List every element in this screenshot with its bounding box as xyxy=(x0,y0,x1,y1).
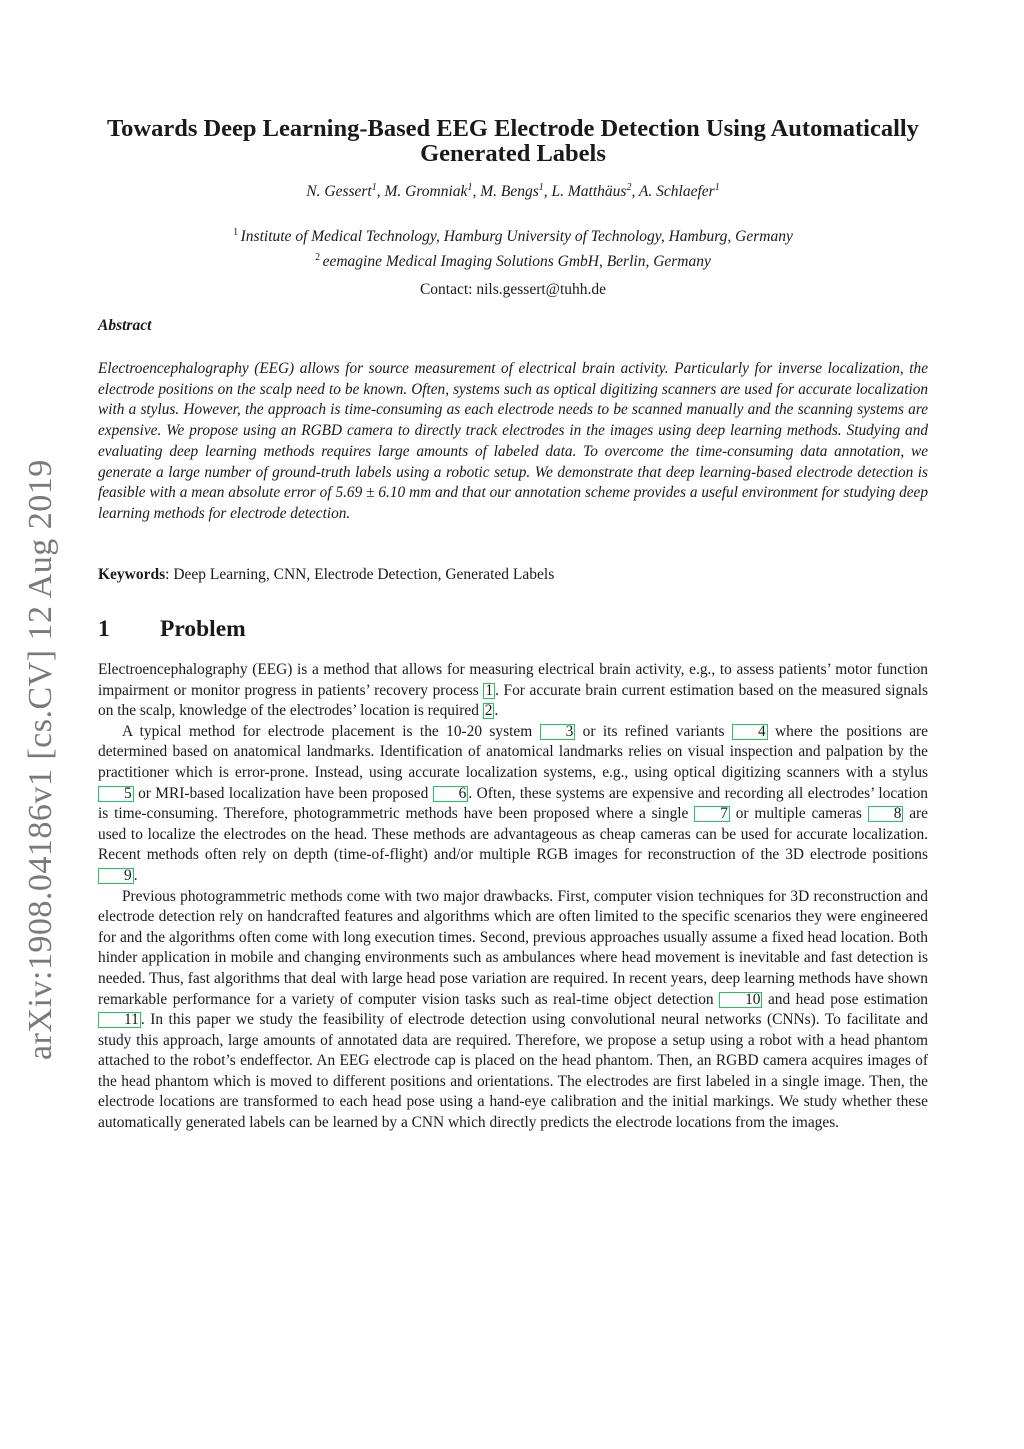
affiliation-text: eemagine Medical Imaging Solutions GmbH, Berlin, Germany xyxy=(322,253,711,271)
citation-link[interactable]: 11 xyxy=(98,1012,141,1028)
keywords-label: Keywords xyxy=(98,566,166,583)
arxiv-identifier-stamp[interactable]: arXiv:1908.04186v1 [cs.CV] 12 Aug 2019 xyxy=(22,459,59,1060)
citation-link[interactable]: 8 xyxy=(868,806,904,822)
affiliation-text: Institute of Medical Technology, Hamburg University of Technology, Hamburg, Germany xyxy=(240,228,793,246)
keywords-line xyxy=(98,566,928,584)
citation-link[interactable]: 7 xyxy=(694,806,730,822)
contact-email[interactable]: Contact: nils.gessert@tuhh.de xyxy=(419,281,607,298)
keywords-text: : Deep Learning, CNN, Electrode Detection, Generated Labels xyxy=(165,566,555,583)
citation-link[interactable]: 10 xyxy=(719,992,762,1008)
affiliation-line xyxy=(98,222,928,247)
affiliation-line xyxy=(98,247,928,272)
citation-link[interactable]: 2 xyxy=(484,702,493,720)
author-name: M. Bengs xyxy=(480,183,539,201)
body-paragraph: A typical method for electrode placement is the 10-20 system 3 or its refined variants 4 where the positions are determined based on anatomical landmarks. Identification of anatomical landmarks relies on visual inspection and palpation by the practitioner which is error-prone. Instead, using accurate localization systems, e.g., using optical digitizing scanners with a stylus 5 or MRI-based localization have been proposed 6 . Often, these systems are expensive and recording all electrodes’ location is time-consuming. Therefore, photogrammetric methods have been proposed where a single 7 or multiple cameras 8 are used to localize the electrodes on the head. These methods are advantageous as cheap cameras can be used for accurate localization. Recent methods often rely on depth (time-of-flight) and/or multiple RGB images for reconstruction of the 3D electrode positions 9 . xyxy=(98,722,929,884)
citation-link[interactable]: 9 xyxy=(98,868,134,884)
author-affiliation-mark: 1 xyxy=(538,182,544,193)
citation-link[interactable]: 6 xyxy=(433,786,469,802)
abstract-heading: Abstract xyxy=(98,317,152,334)
author-name: M. Gromniak xyxy=(384,183,468,201)
author-name: N. Gessert xyxy=(306,183,372,201)
author-affiliation-mark: 1 xyxy=(714,182,720,193)
affiliation-number: 2 xyxy=(315,252,323,264)
author-affiliation-mark: 2 xyxy=(626,182,632,193)
citation-link[interactable]: 4 xyxy=(732,724,768,740)
section-title: Problem xyxy=(160,616,246,642)
author-name: L. Matthäus xyxy=(551,183,627,201)
abstract-body: Electroencephalography (EEG) allows for source measurement of electrical brain activity. Particularly for inverse localization, the electrode positions on the scalp need to be known. Often, systems such as optical digitizing scanners are used for accurate localization with a stylus. However, the approach is time-consuming as each electrode needs to be scanned manually and the scanning systems are expensive. We propose using an RGBD camera to directly track electrodes in the images using deep learning methods. Studying and evaluating deep learning methods requires large amounts of labeled data. To overcome the time-consuming data annotation, we generate a large number of ground-truth labels using a robotic setup. We demonstrate that deep learning-based electrode detection is feasible with a mean absolute error of 5.69 ± 6.10 mm and that our annotation scheme provides a useful environment for studying deep learning methods for electrode detection. xyxy=(98,360,928,522)
affiliation-number: 1 xyxy=(233,227,241,238)
author-list: N. Gessert$^1$, M. Gromniak$^1$, M. Bengs$^1$, L. Matthäus$^2$, A. Schlaefer$^1$ xyxy=(306,182,720,201)
citation-link[interactable]: 1 xyxy=(485,681,494,699)
section-heading xyxy=(98,616,246,643)
paper-title: Towards Deep Learning-Based EEG Electrode Detection Using Automatically Generated Labels xyxy=(107,115,919,167)
section-number: 1 xyxy=(98,616,110,642)
section-body xyxy=(98,660,928,1134)
body-paragraph: Previous photogrammetric methods come with two major drawbacks. First, computer vision techniques for 3D reconstruction and electrode detection rely on handcrafted features and algorithms which are often limited to the specific scenarios they were engineered for and the algorithms often come with long execution times. Second, previous approaches usually assume a fixed head location. Both hinder application in mobile and changing environments such as ambulances where head movement is inevitable and fast detection is needed. Thus, fast algorithms that deal with large head pose variation are required. In recent years, deep learning methods have shown remarkable performance for a variety of computer vision tasks such as real-time object detection 10 and head pose estimation 11 . In this paper we study the feasibility of electrode detection using convolutional neural networks (CNNs). To facilitate and study this approach, large amounts of annotated data are required. Therefore, we propose a setup using a robot with a head phantom attached to the robot’s endeffector. An EEG electrode cap is placed on the head phantom. Then, an RGBD camera acquires images of the head phantom which is moved to different positions and orientations. The electrodes are first labeled in a single image. Then, the electrode locations are transformed to each head pose using a hand-eye calibration and the initial markings. We study whether these automatically generated labels can be learned by a CNN which directly predicts the electrode locations from the images. xyxy=(98,887,928,1132)
affiliation-list xyxy=(98,222,928,272)
author-name: A. Schlaefer xyxy=(638,183,715,201)
citation-link[interactable]: 3 xyxy=(540,724,576,740)
author-affiliation-mark: 1 xyxy=(371,182,377,193)
body-paragraph: Electroencephalography (EEG) is a method that allows for measuring electrical brain activity, e.g., to assess patients’ motor function impairment or monitor progress in patients’ recovery process 1 . For accurate brain current estimation based on the measured signals on the scalp, knowledge of the electrodes’ location is required 2 . xyxy=(98,661,929,720)
author-affiliation-mark: 1 xyxy=(467,182,473,193)
citation-link[interactable]: 5 xyxy=(98,786,134,802)
